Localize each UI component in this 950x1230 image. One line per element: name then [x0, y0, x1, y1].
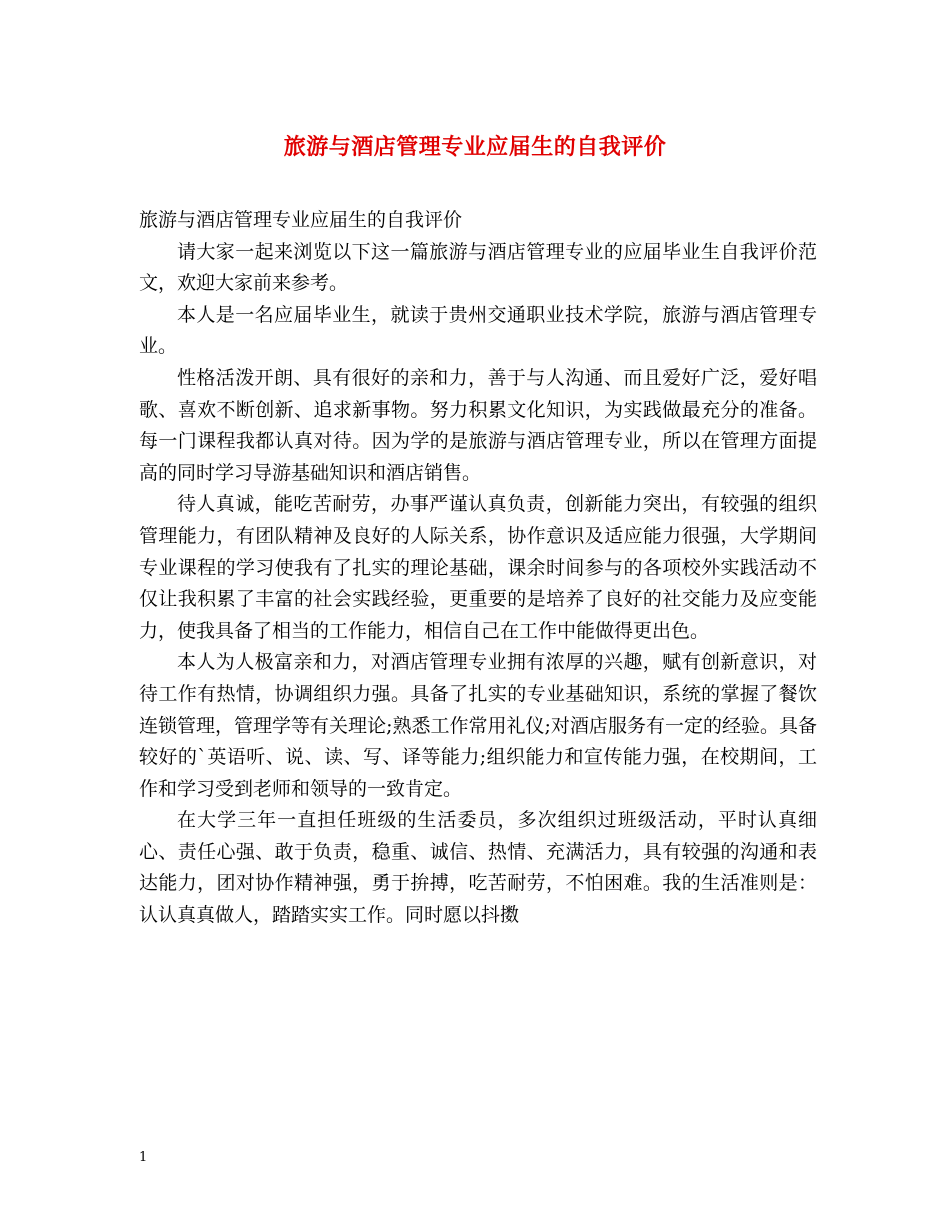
- page-number: 1: [139, 1150, 148, 1165]
- document-body: [139, 205, 817, 932]
- paragraph: 待人真诚，能吃苦耐劳，办事严谨认真负责，创新能力突出，有较强的组织管理能力，有团队精神及良好的人际关系，协作意识及适应能力很强，大学期间专业课程的学习使我有了扎实的理论基础，课余时间参与的各项校外实践活动不仅让我积累了丰富的社会实践经验，更重要的是培养了良好的社交能力及应变能力，使我具备了相当的工作能力，相信自己在工作中能做得更出色。: [139, 493, 817, 642]
- paragraph: 在大学三年一直担任班级的生活委员，多次组织过班级活动，平时认真细心、责任心强、敢于负责，稳重、诚信、热情、充满活力，具有较强的沟通和表达能力，团对协作精神强，勇于拚搏，吃苦耐劳，不怕困难。我的生活准则是：认认真真做人，踏踏实实工作。同时愿以抖擞: [139, 809, 817, 927]
- paragraph: 本人是一名应届毕业生，就读于贵州交通职业技术学院，旅游与酒店管理专业。: [139, 303, 817, 358]
- paragraph: 本人为人极富亲和力，对酒店管理专业拥有浓厚的兴趣，赋有创新意识，对待工作有热情，协调组织力强。具备了扎实的专业基础知识，系统的掌握了餐饮连锁管理，管理学等有关理论;熟悉工作常用礼仪;对酒店服务有一定的经验。具备较好的`英语听、说、读、写、译等能力;组织能力和宣传能力强，在校期间，工作和学习受到老师和领导的一致肯定。: [139, 651, 817, 800]
- paragraph: 性格活泼开朗、具有很好的亲和力，善于与人沟通、而且爱好广泛，爱好唱歌、喜欢不断创新、追求新事物。努力积累文化知识，为实践做最充分的准备。每一门课程我都认真对待。因为学的是旅游与酒店管理专业，所以在管理方面提高的同时学习导游基础知识和酒店销售。: [139, 366, 817, 484]
- document-title: 旅游与酒店管理专业应届生的自我评价: [283, 134, 667, 160]
- document-subtitle: 旅游与酒店管理专业应届生的自我评价: [139, 209, 463, 231]
- paragraph: 请大家一起来浏览以下这一篇旅游与酒店管理专业的应届毕业生自我评价范文，欢迎大家前来参考。: [139, 240, 817, 295]
